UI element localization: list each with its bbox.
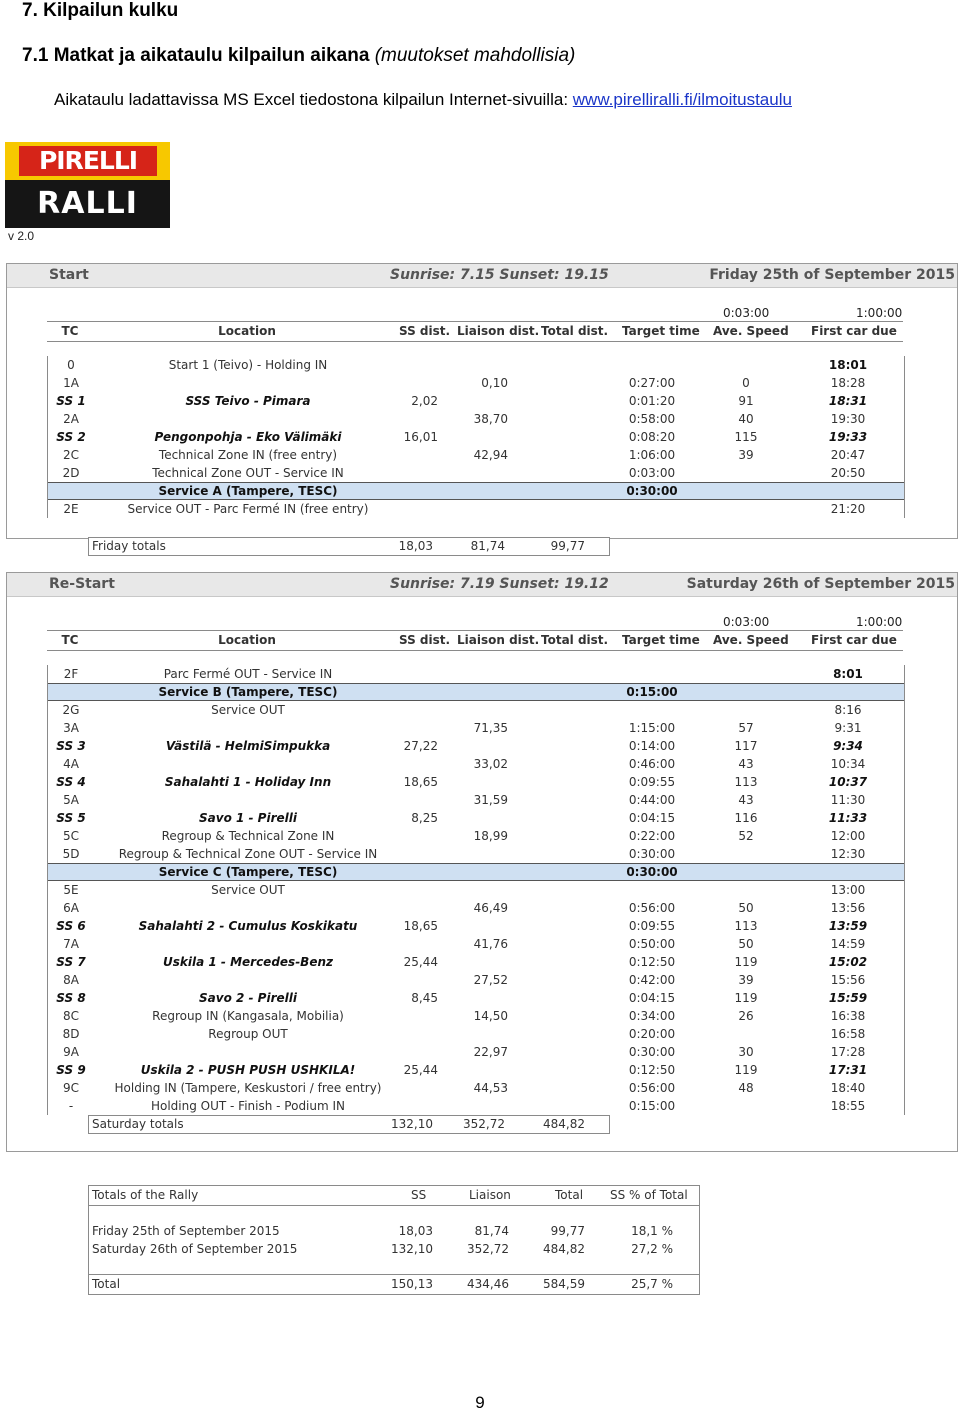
ave-speed-cell: 115 (734, 430, 758, 444)
first-car-cell: 20:47 (830, 448, 866, 462)
first-car-cell: 16:38 (830, 1009, 866, 1023)
column-header-row: TC Location SS dist. Liaison dist. Total dist. Target time Ave. Speed First car due (47, 321, 903, 342)
location-cell: Regroup OUT (208, 1027, 288, 1041)
liaison-dist-cell: 46,49 (473, 901, 508, 915)
liaison-dist-cell: 27,52 (473, 973, 508, 987)
target-time-cell: 0:22:00 (628, 829, 676, 843)
liaison-dist-cell: 44,53 (473, 1081, 508, 1095)
target-time-cell: 0:42:00 (628, 973, 676, 987)
service-row (48, 482, 904, 500)
schedule-row (48, 971, 904, 989)
saturday-rows (47, 665, 905, 1115)
location-cell: Holding IN (Tampere, Keskustori / free entry) (114, 1081, 382, 1095)
tc-cell: SS 4 (56, 775, 86, 789)
target-time-cell: 0:30:00 (626, 484, 678, 498)
ave-speed-cell: 119 (734, 1063, 758, 1077)
liaison-dist-cell: 0,10 (481, 376, 508, 390)
location-cell: Regroup & Technical Zone OUT - Service IN (118, 847, 378, 861)
special-stage-row (48, 428, 904, 446)
schedule-row (48, 374, 904, 392)
schedule-row (48, 1025, 904, 1043)
param-time: 0:03:00 (723, 615, 770, 629)
sheet-header-band: Start Sunrise: 7.15 Sunset: 19.15 Friday 25th of September 2015 (7, 264, 957, 288)
location-cell: Savo 2 - Pirelli (199, 991, 297, 1005)
ave-speed-cell: 116 (734, 811, 758, 825)
location-cell: Västilä - HelmiSimpukka (165, 739, 331, 753)
special-stage-row (48, 953, 904, 971)
location-cell: Regroup & Technical Zone IN (161, 829, 335, 843)
ave-speed-cell: 119 (734, 991, 758, 1005)
first-car-cell: 19:33 (828, 430, 868, 444)
schedule-row (48, 755, 904, 773)
tc-cell: 2D (62, 466, 80, 480)
tc-cell: 2F (63, 667, 79, 681)
first-car-cell: 10:34 (830, 757, 866, 771)
section-heading: 7. Kilpailun kulku (22, 0, 179, 21)
param-first: 1:00:00 (856, 615, 903, 629)
target-time-cell: 0:30:00 (628, 1045, 676, 1059)
target-time-cell: 0:09:55 (628, 775, 676, 789)
location-cell: Technical Zone IN (free entry) (158, 448, 338, 462)
location-cell: Holding OUT - Finish - Podium IN (150, 1099, 346, 1113)
ave-speed-cell: 43 (738, 793, 754, 807)
target-time-cell: 0:01:20 (628, 394, 676, 408)
target-time-cell: 0:04:15 (628, 811, 676, 825)
first-car-cell: 13:56 (830, 901, 866, 915)
schedule-row (48, 665, 904, 683)
target-time-cell: 0:27:00 (628, 376, 676, 390)
tc-cell: 2C (62, 448, 79, 462)
ave-speed-cell: 50 (738, 937, 754, 951)
target-time-cell: 0:09:55 (628, 919, 676, 933)
service-row (48, 683, 904, 701)
tc-cell: 7A (63, 937, 79, 951)
first-car-cell: 18:40 (830, 1081, 866, 1095)
first-car-cell: 10:37 (828, 775, 868, 789)
liaison-dist-cell: 33,02 (473, 757, 508, 771)
summary-row: Saturday 26th of September 2015 132,10 352,72 484,82 27,2 % (92, 1242, 673, 1256)
first-car-cell: 17:28 (830, 1045, 866, 1059)
schedule-row (48, 1043, 904, 1061)
special-stage-row (48, 1061, 904, 1079)
tc-cell: 8D (62, 1027, 80, 1041)
target-time-cell: 0:58:00 (628, 412, 676, 426)
liaison-dist-cell: 71,35 (473, 721, 508, 735)
summary-total-row: Total 150,13 434,46 584,59 25,7 % (92, 1277, 673, 1291)
liaison-dist-cell: 42,94 (473, 448, 508, 462)
summary-header: Totals of the Rally SS Liaison Total SS % of Total (92, 1188, 688, 1202)
tc-cell: 1A (63, 376, 79, 390)
target-time-cell: 1:06:00 (628, 448, 676, 462)
first-car-cell: 20:50 (830, 466, 866, 480)
ave-speed-cell: 30 (738, 1045, 754, 1059)
target-time-cell: 0:15:00 (628, 1099, 676, 1113)
location-cell: Regroup IN (Kangasala, Mobilia) (152, 1009, 344, 1023)
first-car-cell: 13:00 (830, 883, 866, 897)
tc-cell: 5C (62, 829, 79, 843)
schedule-row (48, 791, 904, 809)
target-time-cell: 0:56:00 (628, 1081, 676, 1095)
schedule-row (48, 446, 904, 464)
ave-speed-cell: 119 (734, 955, 758, 969)
tc-cell: 8A (63, 973, 79, 987)
column-header-row: TC Location SS dist. Liaison dist. Total dist. Target time Ave. Speed First car due (47, 630, 903, 651)
schedule-row (48, 701, 904, 719)
tc-cell: SS 7 (56, 955, 86, 969)
location-cell: Service OUT (211, 883, 285, 897)
liaison-dist-cell: 18,99 (473, 829, 508, 843)
tc-cell: 4A (63, 757, 79, 771)
tc-cell: SS 3 (56, 739, 86, 753)
location-cell: SSS Teivo - Pimara (185, 394, 311, 408)
friday-rows (47, 356, 905, 518)
tc-cell: 9A (63, 1045, 79, 1059)
location-cell: Sahalahti 2 - Cumulus Koskikatu (138, 919, 358, 933)
liaison-dist-cell: 14,50 (473, 1009, 508, 1023)
tc-cell: 5E (63, 883, 79, 897)
ave-speed-cell: 26 (738, 1009, 754, 1023)
subsection-heading: 7.1 Matkat ja aikataulu kilpailun aikana (muutokset mahdollisia) (22, 45, 576, 66)
tc-cell: 2A (63, 412, 79, 426)
ave-speed-cell: 40 (738, 412, 754, 426)
saturday-schedule (6, 572, 958, 1152)
tc-cell: SS 2 (56, 430, 86, 444)
tc-cell: SS 9 (56, 1063, 86, 1077)
ss-dist-cell: 8,45 (411, 991, 438, 1005)
target-time-cell: 0:14:00 (628, 739, 676, 753)
summary-row: Friday 25th of September 2015 18,03 81,74 99,77 18,1 % (92, 1224, 673, 1238)
schedule-row (48, 356, 904, 374)
ave-speed-cell: 50 (738, 901, 754, 915)
schedule-row (48, 410, 904, 428)
tc-cell: SS 5 (56, 811, 86, 825)
ss-dist-cell: 25,44 (403, 1063, 438, 1077)
location-cell: Uskila 2 - PUSH PUSH USHKILA! (140, 1063, 356, 1077)
tc-cell: 9C (62, 1081, 79, 1095)
saturday-totals: Saturday totals 132,10 352,72 484,82 (88, 1115, 610, 1134)
tc-cell: SS 1 (56, 394, 86, 408)
special-stage-row (48, 917, 904, 935)
first-car-cell: 8:01 (833, 667, 863, 681)
target-time-cell: 0:03:00 (628, 466, 676, 480)
ave-speed-cell: 0 (742, 376, 750, 390)
ave-speed-cell: 43 (738, 757, 754, 771)
schedule-row (48, 881, 904, 899)
schedule-row (48, 1097, 904, 1115)
schedule-row (48, 935, 904, 953)
location-cell: Service OUT - Parc Fermé IN (free entry) (127, 502, 369, 516)
schedule-row (48, 845, 904, 863)
first-car-cell: 18:31 (828, 394, 868, 408)
target-time-cell: 0:12:50 (628, 1063, 676, 1077)
pirelli-ralli-logo: PIRELLI RALLI (5, 142, 170, 228)
schedule-row (48, 500, 904, 518)
ss-dist-cell: 18,65 (403, 919, 438, 933)
ave-speed-cell: 39 (738, 448, 754, 462)
tc-cell: SS 8 (56, 991, 86, 1005)
rally-totals-table (88, 1185, 700, 1295)
service-row (48, 863, 904, 881)
special-stage-row (48, 737, 904, 755)
first-car-cell: 9:31 (834, 721, 862, 735)
ss-dist-cell: 27,22 (403, 739, 438, 753)
friday-schedule (6, 263, 958, 539)
target-time-cell: 0:30:00 (626, 865, 678, 879)
ave-speed-cell: 113 (734, 775, 758, 789)
target-time-cell: 0:46:00 (628, 757, 676, 771)
first-car-cell: 15:56 (830, 973, 866, 987)
first-car-cell: 8:16 (834, 703, 862, 717)
first-car-cell: 18:01 (828, 358, 868, 372)
special-stage-row (48, 392, 904, 410)
ave-speed-cell: 117 (734, 739, 758, 753)
schedule-row (48, 899, 904, 917)
location-cell: Service C (Tampere, TESC) (158, 865, 338, 879)
first-car-cell: 17:31 (828, 1063, 868, 1077)
schedule-row (48, 464, 904, 482)
tc-cell: 8C (62, 1009, 79, 1023)
target-time-cell: 1:15:00 (628, 721, 676, 735)
param-time: 0:03:00 (723, 306, 770, 320)
tc-cell: SS 6 (56, 919, 86, 933)
tc-cell: 5A (63, 793, 79, 807)
tc-cell: 5D (62, 847, 80, 861)
first-car-cell: 19:30 (830, 412, 866, 426)
location-cell: Technical Zone OUT - Service IN (152, 466, 344, 480)
special-stage-row (48, 773, 904, 791)
first-car-cell: 9:34 (833, 739, 863, 753)
special-stage-row (48, 809, 904, 827)
first-car-cell: 21:20 (830, 502, 866, 516)
location-cell: Service A (Tampere, TESC) (158, 484, 338, 498)
target-time-cell: 0:34:00 (628, 1009, 676, 1023)
ss-dist-cell: 16,01 (403, 430, 438, 444)
target-time-cell: 0:12:50 (628, 955, 676, 969)
target-time-cell: 0:04:15 (628, 991, 676, 1005)
target-time-cell: 0:15:00 (626, 685, 678, 699)
location-cell: Parc Fermé OUT - Service IN (163, 667, 333, 681)
first-car-cell: 12:00 (830, 829, 866, 843)
tc-cell: 6A (63, 901, 79, 915)
ss-dist-cell: 18,65 (403, 775, 438, 789)
first-car-cell: 13:59 (828, 919, 868, 933)
first-car-cell: 11:30 (830, 793, 866, 807)
tc-cell: - (68, 1099, 74, 1113)
tc-cell: 3A (63, 721, 79, 735)
location-cell: Savo 1 - Pirelli (199, 811, 297, 825)
ave-speed-cell: 52 (738, 829, 754, 843)
target-time-cell: 0:08:20 (628, 430, 676, 444)
intro-text: Aikataulu ladattavissa MS Excel tiedostona kilpailun Internet-sivuilla: www.pirelliralli.fi/ilmoitustaulu (54, 90, 792, 109)
schedule-row (48, 827, 904, 845)
ave-speed-cell: 48 (738, 1081, 754, 1095)
first-car-cell: 11:33 (828, 811, 868, 825)
first-car-cell: 12:30 (830, 847, 866, 861)
ss-dist-cell: 8,25 (411, 811, 438, 825)
ave-speed-cell: 57 (738, 721, 754, 735)
schedule-row (48, 1007, 904, 1025)
page-number: 9 (475, 1393, 485, 1412)
liaison-dist-cell: 38,70 (473, 412, 508, 426)
location-cell: Sahalahti 1 - Holiday Inn (164, 775, 332, 789)
tc-cell: 2G (62, 703, 80, 717)
version-label: v 2.0 (8, 229, 35, 243)
param-first: 1:00:00 (856, 306, 903, 320)
target-time-cell: 0:50:00 (628, 937, 676, 951)
location-cell: Uskila 1 - Mercedes-Benz (163, 955, 333, 969)
first-car-cell: 18:55 (830, 1099, 866, 1113)
liaison-dist-cell: 31,59 (473, 793, 508, 807)
target-time-cell: 0:20:00 (628, 1027, 676, 1041)
special-stage-row (48, 989, 904, 1007)
sheet-header-band: Re-Start Sunrise: 7.19 Sunset: 19.12 Saturday 26th of September 2015 (7, 573, 957, 597)
ave-speed-cell: 91 (738, 394, 754, 408)
ave-speed-cell: 113 (734, 919, 758, 933)
noticeboard-link[interactable]: www.pirelliralli.fi/ilmoitustaulu (572, 90, 792, 109)
friday-totals: Friday totals 18,03 81,74 99,77 (88, 537, 610, 556)
ss-dist-cell: 25,44 (403, 955, 438, 969)
first-car-cell: 15:02 (828, 955, 868, 969)
target-time-cell: 0:44:00 (628, 793, 676, 807)
liaison-dist-cell: 22,97 (473, 1045, 508, 1059)
schedule-row (48, 1079, 904, 1097)
location-cell: Start 1 (Teivo) - Holding IN (168, 358, 328, 372)
location-cell: Service B (Tampere, TESC) (158, 685, 338, 699)
schedule-row (48, 719, 904, 737)
location-cell: Pengonpohja - Eko Välimäki (154, 430, 342, 444)
tc-cell: 0 (67, 358, 75, 372)
liaison-dist-cell: 41,76 (473, 937, 508, 951)
ave-speed-cell: 39 (738, 973, 754, 987)
first-car-cell: 16:58 (830, 1027, 866, 1041)
tc-cell: 2E (63, 502, 79, 516)
ss-dist-cell: 2,02 (411, 394, 438, 408)
first-car-cell: 15:59 (828, 991, 868, 1005)
target-time-cell: 0:56:00 (628, 901, 676, 915)
first-car-cell: 14:59 (830, 937, 866, 951)
target-time-cell: 0:30:00 (628, 847, 676, 861)
first-car-cell: 18:28 (830, 376, 866, 390)
location-cell: Service OUT (211, 703, 285, 717)
